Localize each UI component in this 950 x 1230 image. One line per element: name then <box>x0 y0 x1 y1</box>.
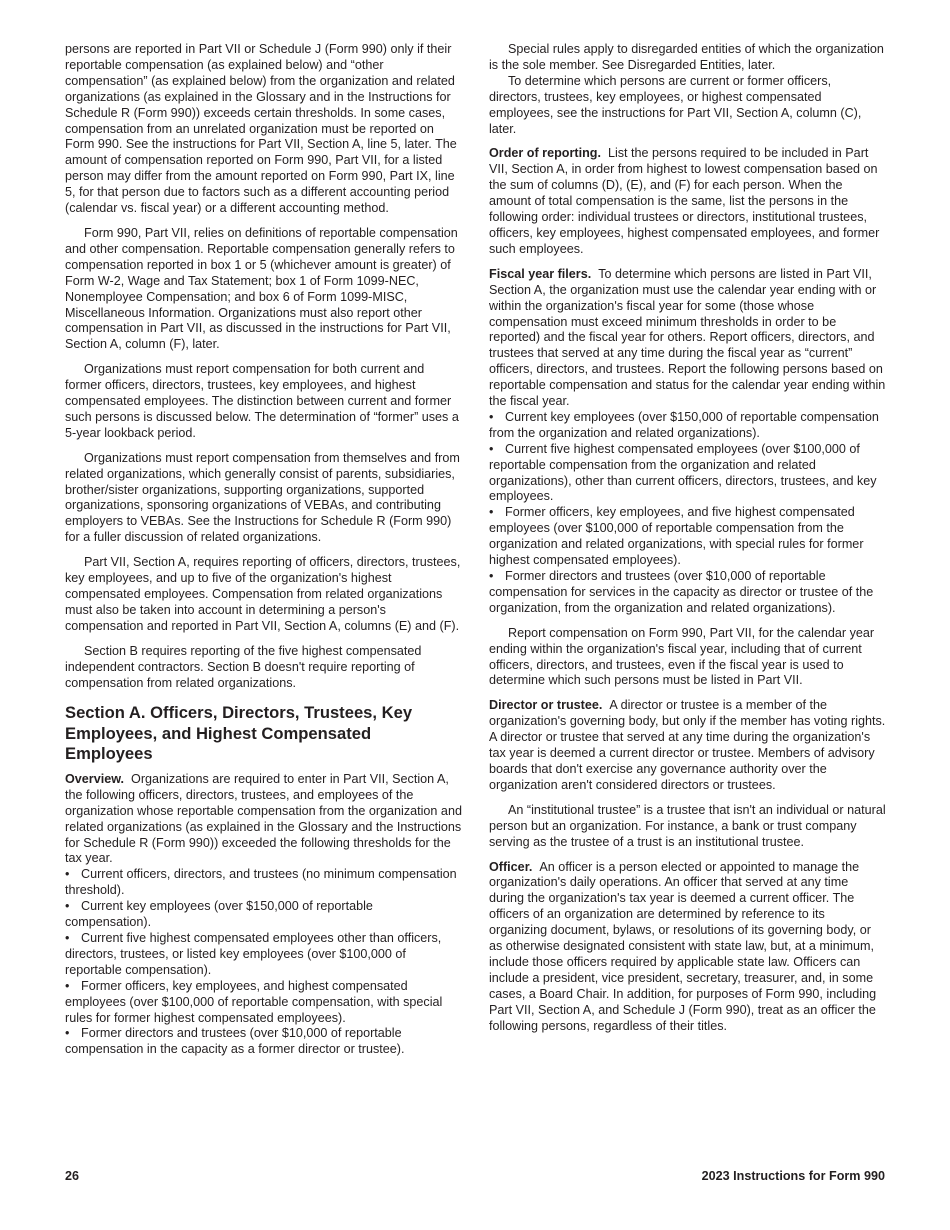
paragraph-section-a: Part VII, Section A, requires reporting of officers, directors, trustees, key employees, and up to five of the organization's highest compensated employees. Compensation from related organizations must also be taken into account in determining a person's compensation and reported in Part VII, Section A, columns (E) and (F). <box>65 555 461 633</box>
list-item: • Former officers, key employees, and five highest compensated employees (over $100,000 of reportable compensation from the organization and related organizations, with special rules for former highest compensated employees). <box>489 505 864 568</box>
paragraph-section-b: Section B requires reporting of the five highest compensated independent contractors. Section B doesn't require reporting of compensation from related organizations. <box>65 643 422 690</box>
list-item: • Current officers, directors, and trustees (no minimum compensation threshold). <box>65 867 457 898</box>
list-item: • Former directors and trustees (over $10,000 of reportable compensation in the capacity as a former director or trustee). <box>65 1026 405 1057</box>
bullet-icon: • <box>489 409 494 424</box>
list-item: • Current five highest compensated employees other than officers, directors, trustees, or listed key employees (over $100,000 of reportable compensation). <box>65 931 442 977</box>
order-of-reporting-title: Order of reporting. <box>489 146 601 161</box>
fiscal-year-filers-paragraph: Fiscal year filers. To determine which persons are listed in Part VII, Section A, the organization must use the calendar year ending with or within the organization's fiscal year for some (those whose compensation must exceed minimum thresholds in order to be reported) and the fiscal year for others. Report officers, directors, and trustees that served at any time during the fiscal year as “current” officers, directors, and trustees. Report the following persons based on reportable compensation and status for the calendar year ending within the fiscal year. <box>489 266 886 409</box>
paragraph-reporting-thresholds: persons are reported in Part VII or Schedule J (Form 990) only if their reportable compensation (as explained below) and “other compensation” (as explained below) from the organization and related organizations (as explained in the Glossary and in the Instructions for Schedule R (Form 990)) exceeds certain thresholds. In some cases, compensation from an unrelated organization must be reported on Form 990. See the instructions for Part VII, Section A, line 5, later. The amount of compensation reported on Form 990, Part VII, for a listed person may differ from the amount reported on Form 990, Part IX, line 5, for that person due to factors such as a different accounting period (calendar vs. fiscal year) or a different accounting method. <box>65 42 457 216</box>
bullet-icon: • <box>65 931 70 945</box>
bullet-icon: • <box>65 1026 70 1041</box>
bullet-icon: • <box>489 441 494 456</box>
bullet-icon: • <box>65 899 70 914</box>
order-of-reporting-paragraph: Order of reporting. List the persons required to be included in Part VII, Section A, in order from highest to lowest compensation based on the sum of columns (D), (E), and (F) for each person. When the amount of total compensation is the same, list the persons in the following order: individual trustees or directors, institutional trustees, officers, key employees, highest compensated employees, and former such employees. <box>489 146 880 256</box>
paragraph-current-former: Organizations must report compensation for both current and former officers, directors, trustees, key employees, and highest compensated employees. The distinction between current and former such persons is discussed below. The determination of “former” uses a 5-year lookback period. <box>65 362 459 440</box>
paragraph-report-compensation: Report compensation on Form 990, Part VII, for the calendar year ending within the organization's fiscal year, including that of current officers, directors, and trustees, even if the fiscal year is used to determine which such persons must be listed in Part VII. <box>489 625 875 688</box>
document-title: 2023 Instructions for Form 990 <box>701 1169 885 1183</box>
list-item: • Current key employees (over $150,000 of reportable compensation). <box>65 899 373 930</box>
list-item: • Former directors and trustees (over $10,000 of reportable compensation for services in the capacity as director or trustee of the organization, from the organization and related organizations). <box>489 569 874 615</box>
paragraph-reportable-compensation: Form 990, Part VII, relies on definitions of reportable compensation and other compensation. Reportable compensation generally refers to compensation reported in box 1 or 5 (whichever amount is greater) of Form W-2, Wage and Tax Statement; box 1 of Form 1099-NEC, Nonemployee Compensation; and box 6 of Form 1099-MISC, Miscellaneous Information. Organizations must also report other compensation in Part VII, as discussed in the instructions for Part VII, Section A, column (F), later. <box>65 225 458 352</box>
overview-title: Overview. <box>65 771 125 786</box>
page-number: 26 <box>65 1169 80 1183</box>
overview-text: Organizations are required to enter in Part VII, Section A, the following officers, directors, trustees, and employees of the organization whose reportable compensation from the organization and related organizations (as explained in the Glossary and the Instructions for Schedule R (Form 990)) exceeded the following thresholds for the tax year. <box>65 771 462 866</box>
officer-title: Officer. <box>489 859 533 874</box>
overview-paragraph <box>65 772 462 867</box>
bullet-icon: • <box>65 867 70 882</box>
paragraph-institutional-trustee: An “institutional trustee” is a trustee that isn't an individual or natural person but an organization. For instance, a bank or trust company serving as the trustee of a trust is an institutional trustee. <box>489 802 886 849</box>
section-a-heading: Section A. Officers, Directors, Trustees, Key Employees, and Highest Compensated Employees <box>65 703 413 764</box>
right-column <box>489 42 886 1043</box>
director-or-trustee-paragraph: Director or trustee. A director or trustee is a member of the organization's governing body, but only if the member has voting rights. A director or trustee that served at any time during the organization's tax year is deemed a current director or trustee. Members of advisory boards that don't exercise any governance authority over the organization aren't considered directors or trustees. <box>489 698 886 792</box>
paragraph-related-organizations: Organizations must report compensation from themselves and from related organizations, which generally consist of parents, subsidiaries, brother/sister organizations, supporting organizations, supported organizations, sponsoring organizations of VEBAs, and contributing employers to VEBAs. See the Instructions for Schedule R (Form 990) for a fuller discussion of related organizations. <box>65 450 460 545</box>
bullet-icon: • <box>489 569 494 583</box>
director-or-trustee-title: Director or trustee. <box>489 698 603 713</box>
list-item: • Current five highest compensated employees (over $100,000 of reportable compensation from the organization and related organizations), other than current officers, directors, trustees, and key employees. <box>489 441 877 504</box>
list-item: • Former officers, key employees, and highest compensated employees (over $100,000 of reportable compensation, with special rules for former highest compensated employees). <box>65 978 443 1025</box>
bullet-icon: • <box>489 505 494 520</box>
officer-paragraph: Officer. An officer is a person elected or appointed to manage the organization's daily operations. An officer that served at any time during the organization's tax year is deemed a current officer. The officers of an organization are determined by reference to its organizing document, bylaws, or resolutions of its governing body, or as otherwise designated consistent with state law, but, at a minimum, include those officers required by applicable state law. Officers can include a president, vice president, secretary, treasurer, and, in some cases, a Board Chair. In addition, for purposes of Form 990, including Part VII, Section A, and Schedule J (Form 990), treat as an officer the following persons, regardless of their titles. <box>489 859 877 1033</box>
bullet-icon: • <box>65 978 70 993</box>
paragraph-disregarded-entities: Special rules apply to disregarded entities of which the organization is the sole member. See Disregarded Entities, later. <box>489 42 884 72</box>
fiscal-year-filers-title: Fiscal year filers. <box>489 266 592 281</box>
list-item: • Current key employees (over $150,000 of reportable compensation from the organization and related organizations). <box>489 409 879 440</box>
left-column <box>65 42 462 1058</box>
paragraph-determine-persons: To determine which persons are current or former officers, directors, trustees, key employees, or highest compensated employees, see the instructions for Part VII, Section A, column (C), later. <box>489 73 862 136</box>
